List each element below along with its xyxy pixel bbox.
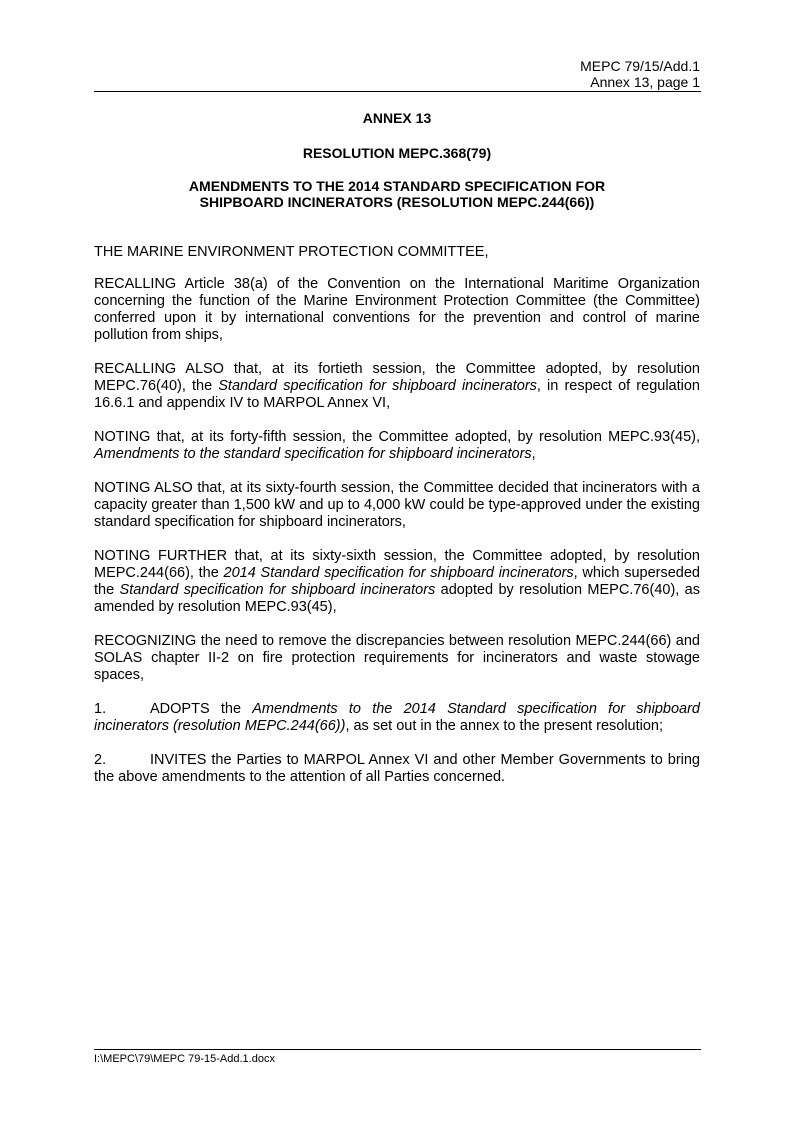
annex-title: ANNEX 13	[362, 110, 432, 126]
operative-paragraph-1: 1. ADOPTS the Amendments to the 2014 Standard specification for shipboard incinerators (resolution MEPC.244(66)), as set out in the annex to the present resolution;	[94, 701, 700, 734]
preamble-noting-also: NOTING ALSO that, at its sixty-fourth session, the Committee decided that incinerators with a capacity greater than 1,500 kW and up to 4,000 kW could be type-approved under the existing standard specification for shipboard incinerators,	[94, 480, 700, 530]
preamble-recognizing: RECOGNIZING the need to remove the discrepancies between resolution MEPC.244(66) and SOLAS chapter II-2 on fire protection requirements for incinerators and waste stowage spaces,	[94, 633, 700, 683]
preamble-noting-further: NOTING FURTHER that, at its sixty-sixth session, the Committee adopted, by resolution MEPC.244(66), the 2014 Standard specification for shipboard incinerators, which superseded the Standard specification for shipboard incinerators adopted by resolution MEPC.76(40), as amended by resolution MEPC.93(45),	[94, 548, 700, 615]
resolution-title: RESOLUTION MEPC.368(79)	[302, 145, 492, 161]
preamble-recalling-also: RECALLING ALSO that, at its fortieth session, the Committee adopted, by resolution MEPC.76(40), the Standard specification for shipboard incinerators, in respect of regulation 16.6.1 and appendix IV to MARPOL Annex VI,	[94, 361, 700, 411]
subject-title	[94, 178, 700, 210]
subject-title-line-1: AMENDMENTS TO THE 2014 STANDARD SPECIFICATION FOR	[188, 178, 606, 194]
subject-title-line-2: SHIPBOARD INCINERATORS (RESOLUTION MEPC.244(66))	[199, 194, 595, 210]
resolution-body	[94, 244, 700, 803]
operative-paragraph-2: 2. INVITES the Parties to MARPOL Annex VI and other Member Governments to bring the above amendments to the attention of all Parties concerned.	[94, 752, 700, 785]
footer-file-path: I:\MEPC\79\MEPC 79-15-Add.1.docx	[94, 1053, 275, 1065]
footer-divider	[94, 1049, 701, 1050]
preamble-noting: NOTING that, at its forty-fifth session, the Committee adopted, by resolution MEPC.93(45), Amendments to the standard specification for shipboard incinerators,	[94, 429, 700, 462]
page-reference: Annex 13, page 1	[590, 74, 700, 90]
paragraph-number: 1.	[94, 701, 107, 717]
document-reference: MEPC 79/15/Add.1	[580, 58, 700, 74]
paragraph-number: 2.	[94, 752, 107, 768]
committee-line: THE MARINE ENVIRONMENT PROTECTION COMMITTEE,	[94, 244, 489, 260]
header-divider	[94, 91, 701, 92]
preamble-recalling: RECALLING Article 38(a) of the Convention on the International Maritime Organization concerning the function of the Marine Environment Protection Committee (the Committee) conferred upon it by international conventions for the prevention and control of marine pollution from ships,	[94, 276, 700, 343]
page-header	[94, 58, 700, 90]
